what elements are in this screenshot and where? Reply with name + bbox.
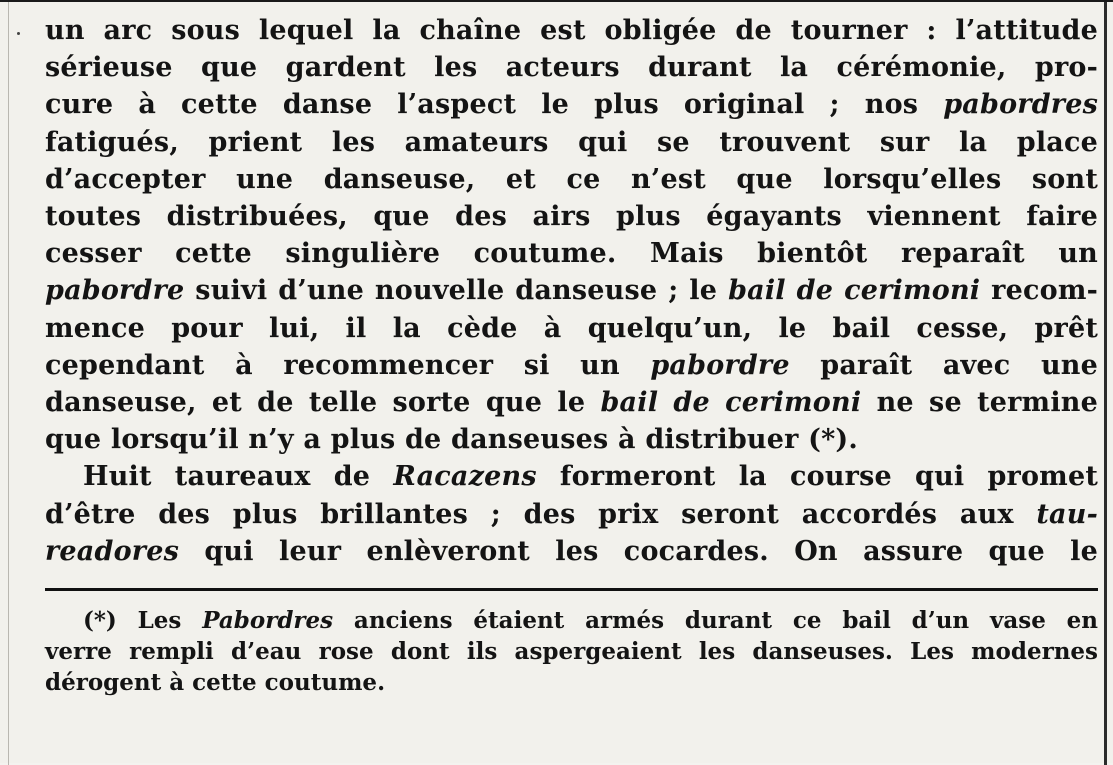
text-line: readores qui leur enlèveront les cocardes. On assure que le <box>45 535 1098 567</box>
text-line: toutes distribuées, que des airs plus égayants viennent faire <box>45 201 1098 233</box>
italic-word: pabordre <box>650 349 790 381</box>
text-line: mence pour lui, il la cède à quelqu’un, le bail cesse, prêt <box>45 312 1098 344</box>
footnote-line: (*) Les Pabordres anciens étaient armés durant ce bail d’un vase en <box>83 607 1099 634</box>
text-line: cependant à recommencer si un pabordre paraît avec une <box>45 349 1098 381</box>
italic-word: pabordre <box>45 275 185 307</box>
italic-word: bail de cerimoni <box>728 275 981 307</box>
text-line: d’accepter une danseuse, et ce n’est que lorsqu’elles sont <box>45 163 1098 195</box>
text-line: cesser cette singulière coutume. Mais bientôt reparaît un <box>45 238 1098 270</box>
italic-word: readores <box>45 535 179 567</box>
text-line: cure à cette danse l’aspect le plus original ; nos pabordres <box>45 89 1098 121</box>
text-line: fatigués, prient les amateurs qui se trouvent sur la place <box>45 126 1098 158</box>
text-line: que lorsqu’il n’y a plus de danseuses à distribuer (*). <box>45 424 858 456</box>
page-right-edge <box>1104 2 1107 765</box>
italic-word: bail de cerimoni <box>600 387 862 419</box>
text-line: sérieuse que gardent les acteurs durant la cérémonie, pro- <box>45 52 1098 84</box>
text-line: d’être des plus brillantes ; des prix seront accordés aux tau- <box>45 498 1098 530</box>
italic-word: tau- <box>1036 498 1098 530</box>
text-line: Huit taureaux de Racazens formeront la course qui promet <box>83 461 1099 493</box>
italic-word: Pabordres <box>202 607 334 634</box>
footnote-line: verre rempli d’eau rose dont ils aspergeaient les danseuses. Les modernes <box>45 638 1098 665</box>
text-line: un arc sous lequel la chaîne est obligée de tourner : l’attitude <box>45 15 1098 46</box>
footnote <box>45 605 1098 698</box>
footnote-line: dérogent à cette coutume. <box>45 669 386 696</box>
footnote-divider <box>45 588 1098 591</box>
text-line: pabordre suivi d’une nouvelle danseuse ; le bail de cerimoni recom- <box>45 275 1098 307</box>
main-paragraph <box>45 12 1098 570</box>
page-left-edge <box>8 2 9 765</box>
margin-mark <box>17 32 20 35</box>
text-line: danseuse, et de telle sorte que le bail de cerimoni ne se termine <box>45 387 1098 419</box>
italic-word: pabordres <box>943 89 1098 121</box>
italic-word: Racazens <box>393 461 537 493</box>
